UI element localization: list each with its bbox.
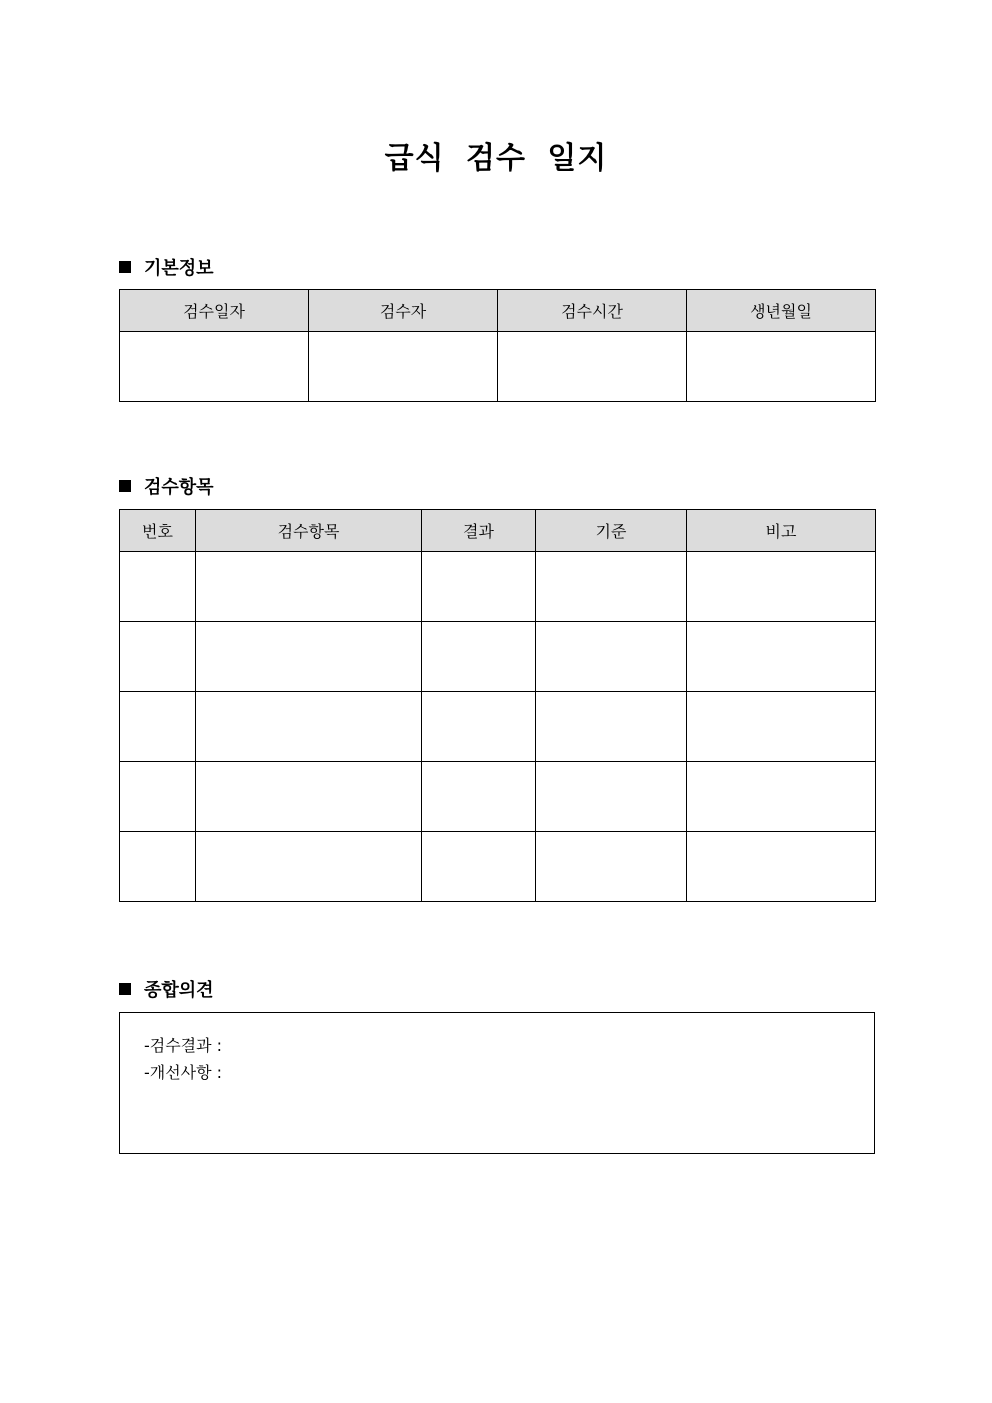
column-header: 검수자 bbox=[309, 290, 498, 332]
number-cell[interactable] bbox=[120, 762, 196, 832]
inspection-items-table bbox=[119, 509, 876, 902]
number-cell[interactable] bbox=[120, 832, 196, 902]
table-row bbox=[120, 832, 876, 902]
result-cell[interactable] bbox=[422, 622, 536, 692]
column-header: 검수항목 bbox=[196, 510, 422, 552]
remarks-cell[interactable] bbox=[687, 622, 876, 692]
standard-cell[interactable] bbox=[536, 762, 687, 832]
remarks-cell[interactable] bbox=[687, 832, 876, 902]
column-header: 번호 bbox=[120, 510, 196, 552]
improvement-line: -개선사항 : bbox=[144, 1063, 223, 1082]
square-bullet-icon bbox=[119, 480, 131, 492]
section-heading-basic-info bbox=[119, 254, 214, 280]
basic-info-table bbox=[119, 289, 876, 402]
item-cell[interactable] bbox=[196, 622, 422, 692]
column-header: 검수일자 bbox=[120, 290, 309, 332]
time-cell[interactable] bbox=[498, 332, 687, 402]
table-row bbox=[120, 552, 876, 622]
standard-cell[interactable] bbox=[536, 552, 687, 622]
birthdate-cell[interactable] bbox=[687, 332, 876, 402]
table-row bbox=[120, 692, 876, 762]
table-row bbox=[120, 762, 876, 832]
number-cell[interactable] bbox=[120, 552, 196, 622]
overall-opinion-box[interactable] bbox=[119, 1012, 875, 1154]
column-header: 결과 bbox=[422, 510, 536, 552]
table-row bbox=[120, 332, 876, 402]
square-bullet-icon bbox=[119, 261, 131, 273]
item-cell[interactable] bbox=[196, 832, 422, 902]
item-cell[interactable] bbox=[196, 692, 422, 762]
column-header: 기준 bbox=[536, 510, 687, 552]
column-header: 비고 bbox=[687, 510, 876, 552]
standard-cell[interactable] bbox=[536, 832, 687, 902]
section-title: 검수항목 bbox=[144, 477, 214, 498]
remarks-cell[interactable] bbox=[687, 692, 876, 762]
result-cell[interactable] bbox=[422, 762, 536, 832]
remarks-cell[interactable] bbox=[687, 762, 876, 832]
table-header-row bbox=[120, 290, 876, 332]
remarks-cell[interactable] bbox=[687, 552, 876, 622]
square-bullet-icon bbox=[119, 983, 131, 995]
result-cell[interactable] bbox=[422, 692, 536, 762]
number-cell[interactable] bbox=[120, 692, 196, 762]
section-heading-inspection-items bbox=[119, 473, 214, 499]
date-cell[interactable] bbox=[120, 332, 309, 402]
result-cell[interactable] bbox=[422, 552, 536, 622]
column-header: 검수시간 bbox=[498, 290, 687, 332]
section-heading-overall-opinion bbox=[119, 976, 214, 1002]
standard-cell[interactable] bbox=[536, 692, 687, 762]
table-row bbox=[120, 622, 876, 692]
section-title: 기본정보 bbox=[144, 258, 214, 279]
item-cell[interactable] bbox=[196, 762, 422, 832]
standard-cell[interactable] bbox=[536, 622, 687, 692]
number-cell[interactable] bbox=[120, 622, 196, 692]
item-cell[interactable] bbox=[196, 552, 422, 622]
table-header-row bbox=[120, 510, 876, 552]
inspector-cell[interactable] bbox=[309, 332, 498, 402]
inspection-result-line: -검수결과 : bbox=[144, 1036, 223, 1055]
column-header: 생년월일 bbox=[687, 290, 876, 332]
document-title: 급식 검수 일지 bbox=[384, 141, 608, 176]
result-cell[interactable] bbox=[422, 832, 536, 902]
section-title: 종합의견 bbox=[144, 980, 214, 1001]
